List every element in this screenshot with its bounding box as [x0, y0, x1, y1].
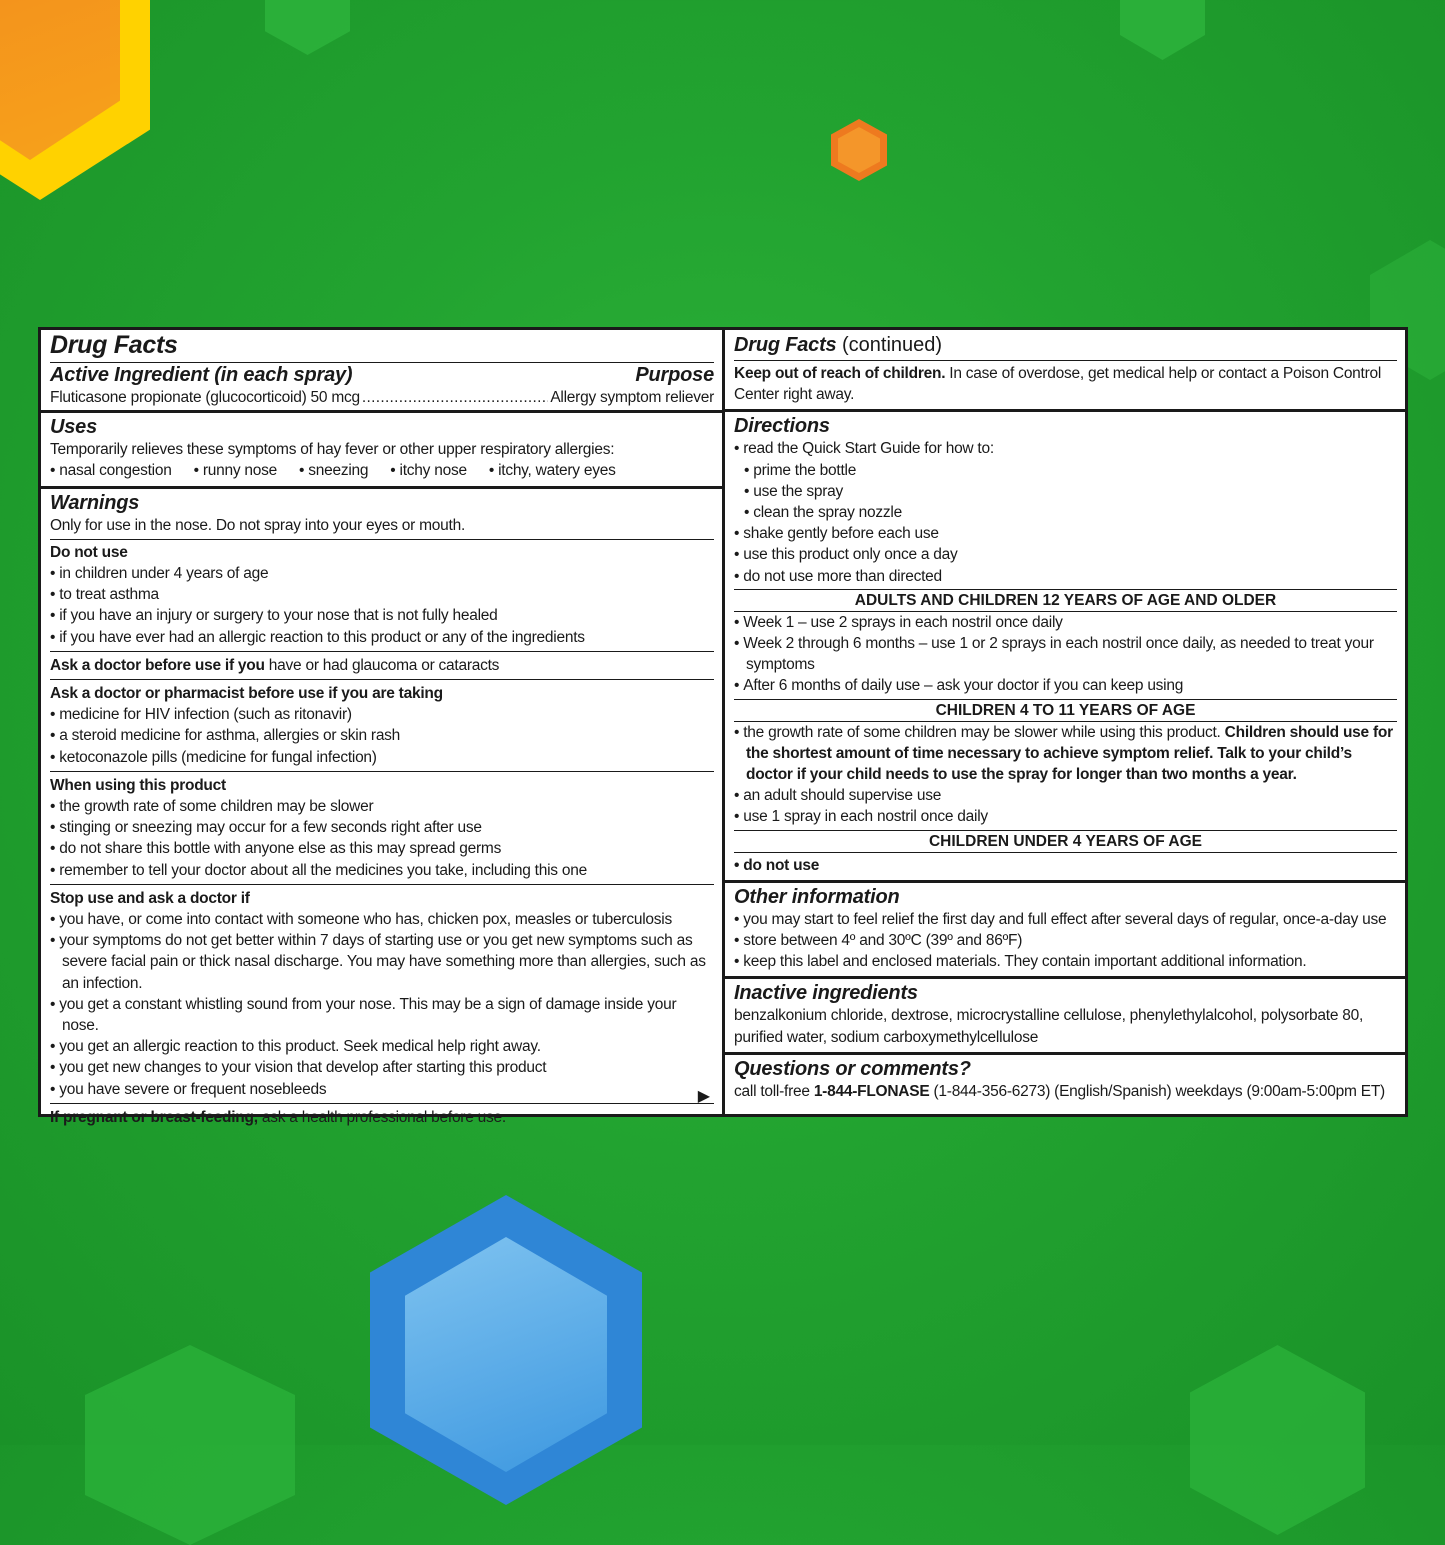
- directions-heading: Directions: [734, 415, 830, 438]
- when-using-block: [50, 772, 714, 885]
- drug-facts-left-column: [41, 330, 725, 1126]
- list-item: • ketoconazole pills (medicine for fungal infection): [50, 747, 714, 768]
- questions-text: [734, 1081, 1397, 1102]
- ask-doctor-label: Ask a doctor before use if you: [50, 656, 265, 674]
- uses-list: [50, 460, 714, 481]
- uses-heading: Uses: [50, 416, 98, 439]
- ingredient-name: Fluticasone propionate (glucocorticoid) 50 mcg: [50, 389, 360, 406]
- list-item: • you get a constant whistling sound from your nose. This may be a sign of damage inside your nose.: [50, 994, 714, 1036]
- phone-number: 1-844-FLONASE: [813, 1082, 930, 1100]
- uses-intro: Temporarily relieves these symptoms of hay fever or other upper respiratory allergies:: [50, 441, 615, 459]
- list-item: • an adult should supervise use: [734, 785, 1397, 806]
- drug-facts-label: [38, 327, 1408, 1126]
- list-item: • your symptoms do not get better within 7 days of starting use or you get new symptoms such as severe facial pain or thick nasal discharge. You may have something more than allergies, such as an infection.: [50, 930, 714, 994]
- list-item: • Week 1 – use 2 sprays in each nostril once daily: [734, 612, 1397, 633]
- list-item: • medicine for HIV infection (such as ritonavir): [50, 704, 714, 725]
- continued-title-rest: (continued): [836, 334, 943, 356]
- list-item: • clean the spray nozzle: [734, 502, 1397, 523]
- list-item: • you have severe or frequent nosebleeds: [50, 1079, 714, 1100]
- children-heading: CHILDREN 4 TO 11 YEARS OF AGE: [734, 699, 1397, 722]
- continue-arrow-icon: ▶: [697, 1088, 710, 1105]
- stop-use-block: [50, 885, 714, 1104]
- list-item: • the growth rate of some children may be slower: [50, 796, 714, 817]
- list-item: • keep this label and enclosed materials. They contain important additional information.: [734, 951, 1397, 972]
- list-item: • if you have an injury or surgery to your nose that is not fully healed: [50, 605, 714, 626]
- warnings-section: [41, 489, 722, 1128]
- questions-section: [725, 1055, 1405, 1106]
- ask-doctor-block: [50, 652, 714, 680]
- warnings-heading: Warnings: [50, 491, 140, 514]
- stop-use-heading: Stop use and ask a doctor if: [50, 889, 250, 907]
- pregnant-text: ask a health professional before use.: [257, 1108, 506, 1126]
- list-item: • nasal congestion: [50, 460, 172, 481]
- children-growth-text: the growth rate of some children may be slower while using this product.: [743, 723, 1225, 741]
- list-item: • sneezing: [299, 460, 368, 481]
- green-hex-decoration-2: [1120, 0, 1205, 60]
- drug-facts-right-column: [725, 330, 1405, 1114]
- inactive-ingredients-section: [725, 979, 1405, 1054]
- list-item: • if you have ever had an allergic reaction to this product or any of the ingredients: [50, 627, 714, 648]
- list-item: • a steroid medicine for asthma, allergies or skin rash: [50, 725, 714, 746]
- other-info-heading: Other information: [734, 885, 900, 908]
- when-using-heading: When using this product: [50, 776, 226, 794]
- page-title: Drug Facts: [50, 330, 714, 363]
- warnings-intro: Only for use in the nose. Do not spray into your eyes or mouth.: [50, 515, 714, 540]
- questions-heading: Questions or comments?: [734, 1057, 971, 1080]
- list-item: • use 1 spray in each nostril once daily: [734, 806, 1397, 827]
- list-item: • do not use: [734, 853, 1397, 876]
- list-item: • you get an allergic reaction to this product. Seek medical help right away.: [50, 1036, 714, 1057]
- continued-title: [734, 330, 1397, 361]
- questions-pre: call toll-free: [734, 1082, 814, 1100]
- green-hex-decoration-5: [1190, 1345, 1365, 1535]
- list-item: • do not share this bottle with anyone else as this may spread germs: [50, 838, 714, 859]
- do-not-use-block: [50, 540, 714, 652]
- pregnant-label: If pregnant or breast-feeding,: [50, 1108, 258, 1126]
- pregnant-block: [50, 1104, 714, 1128]
- ask-doctor-text: have or had glaucoma or cataracts: [264, 656, 500, 674]
- keep-out-rest: In case of overdose, get medical help or contact a Poison Control Center right away.: [734, 365, 1382, 404]
- list-item: • After 6 months of daily use – ask your doctor if you can keep using: [734, 675, 1397, 696]
- list-item: • you may start to feel relief the first day and full effect after several days of regular, once-a-day use: [734, 909, 1397, 930]
- ask-pharmacist-block: [50, 680, 714, 772]
- continued-title-italic: Drug Facts: [734, 334, 837, 356]
- list-item: • shake gently before each use: [734, 523, 1397, 544]
- dot-leader: [362, 387, 548, 408]
- title-section: [41, 330, 722, 410]
- keep-out-label: Keep out of reach of children.: [734, 365, 946, 382]
- children-growth-bold: Children should use for the shortest amount of time necessary to achieve symptom relief. Talk to your child’s doctor if your child needs to use the spray for longer than two months a year.: [746, 723, 1393, 784]
- green-hex-decoration-4: [85, 1345, 295, 1545]
- list-item: • you have, or come into contact with someone who has, chicken pox, measles or tuberculosis: [50, 909, 714, 930]
- list-item: • in children under 4 years of age: [50, 563, 714, 584]
- ingredient-row: [50, 387, 714, 410]
- other-info-section: [725, 883, 1405, 980]
- active-ingredient-heading: Active Ingredient (in each spray): [50, 364, 353, 386]
- keep-out-text: [734, 361, 1397, 405]
- purpose-heading: Purpose: [635, 364, 714, 386]
- continued-title-section: [725, 330, 1405, 412]
- questions-post: (1-844-356-6273) (English/Spanish) weekdays (9:00am-5:00pm ET): [929, 1082, 1385, 1100]
- list-item: • Week 2 through 6 months – use 1 or 2 sprays in each nostril once daily, as needed to treat your symptoms: [734, 633, 1397, 675]
- ask-pharmacist-heading: Ask a doctor or pharmacist before use if you are taking: [50, 685, 443, 703]
- green-hex-decoration: [265, 0, 350, 55]
- ingredient-purpose: Allergy symptom reliever: [550, 389, 714, 406]
- list-item: [734, 722, 1397, 786]
- active-ingredient-header: [50, 364, 714, 387]
- list-item: • do not use more than directed: [734, 566, 1397, 587]
- list-item: • read the Quick Start Guide for how to:: [734, 438, 1397, 459]
- adults-heading: ADULTS AND CHILDREN 12 YEARS OF AGE AND OLDER: [734, 589, 1397, 612]
- directions-section: [725, 412, 1405, 882]
- list-item: • store between 4º and 30ºC (39º and 86ºF): [734, 930, 1397, 951]
- list-item: • remember to tell your doctor about all the medicines you take, including this one: [50, 860, 714, 881]
- list-item: • runny nose: [194, 460, 277, 481]
- list-item: • itchy nose: [390, 460, 467, 481]
- list-item: • you get new changes to your vision that develop after starting this product: [50, 1057, 714, 1078]
- list-item: • use the spray: [734, 481, 1397, 502]
- list-item: • use this product only once a day: [734, 544, 1397, 565]
- do-not-use-heading: Do not use: [50, 543, 128, 561]
- under4-heading: CHILDREN UNDER 4 YEARS OF AGE: [734, 830, 1397, 853]
- list-item: • stinging or sneezing may occur for a few seconds right after use: [50, 817, 714, 838]
- inactive-ingredients-heading: Inactive ingredients: [734, 982, 918, 1005]
- list-item: • itchy, watery eyes: [489, 460, 616, 481]
- list-item: • prime the bottle: [734, 460, 1397, 481]
- list-item: • to treat asthma: [50, 584, 714, 605]
- inactive-ingredients-text: benzalkonium chloride, dextrose, microcrystalline cellulose, phenylethylalcohol, polysorbate 80, purified water, sodium carboxymethylcellulose: [734, 1007, 1364, 1046]
- uses-section: [41, 413, 722, 488]
